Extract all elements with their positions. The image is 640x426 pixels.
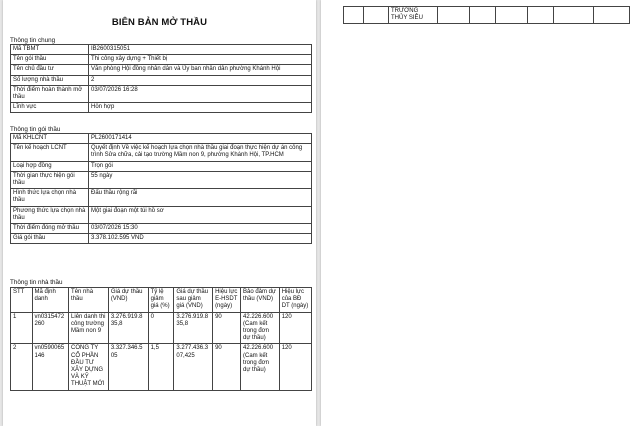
bidders-header-cell: Tên nhà thầu bbox=[69, 288, 109, 313]
general-row-field bbox=[11, 103, 312, 113]
bidder-cell: 1 bbox=[11, 312, 33, 344]
bidder-cell: 3.276.919.835,8 bbox=[174, 312, 213, 344]
package-label: Loại hợp đồng bbox=[11, 161, 89, 171]
bidders-header-cell: Giá dự thầu (VND) bbox=[108, 288, 148, 313]
bidders-table bbox=[10, 287, 312, 391]
general-row-package-name bbox=[11, 55, 312, 65]
package-section-title: Thông tin gói thầu bbox=[10, 126, 61, 133]
continuation-row bbox=[344, 7, 630, 24]
general-info-table bbox=[10, 44, 312, 113]
bidder-cell: 90 bbox=[213, 312, 241, 344]
general-label: Lĩnh vực bbox=[11, 103, 89, 113]
bidders-header-row bbox=[11, 288, 312, 313]
continuation-table bbox=[343, 6, 630, 24]
bidders-header-cell: Hiệu lực E-HSDT (ngày) bbox=[213, 288, 241, 313]
package-info-table bbox=[10, 133, 312, 244]
bidder-cell: 3.327.346.505 bbox=[108, 344, 148, 390]
bidder-cell: 0 bbox=[148, 312, 174, 344]
package-row-contract-type bbox=[11, 161, 312, 171]
bidder-cell: 1,5 bbox=[148, 344, 174, 390]
package-value: 55 ngày bbox=[89, 171, 312, 188]
continuation-cell bbox=[528, 7, 554, 24]
continuation-cell bbox=[364, 7, 389, 24]
general-label: Mã TBMT bbox=[11, 45, 89, 55]
bidder-cell: 42.226.600 (Cam kết trong đơn dự thầu) bbox=[241, 344, 280, 390]
general-section-title: Thông tin chung bbox=[10, 37, 56, 44]
document-page-1 bbox=[3, 0, 316, 426]
continuation-cell bbox=[470, 7, 496, 24]
package-row-closing-time bbox=[11, 224, 312, 234]
general-row-tbmt bbox=[11, 45, 312, 55]
general-label: Tên chủ đầu tư bbox=[11, 65, 89, 75]
bidders-section-title: Thông tin nhà thầu bbox=[10, 279, 63, 286]
bidder-cell: 3.276.919.835,8 bbox=[108, 312, 148, 344]
package-label: Mã KHLCNT bbox=[11, 134, 89, 144]
package-row-plan-name bbox=[11, 144, 312, 161]
continuation-cell bbox=[554, 7, 594, 24]
package-value: Quyết định Về việc kế hoạch lựa chọn nhà thầu giai đoạn thực hiện dự án công trình Sửa chữa, cải tạo trường Mầm non 9, phường Khánh Hội, TP.HCM bbox=[89, 144, 312, 161]
package-row-khlcnt bbox=[11, 134, 312, 144]
bidders-header-cell: Hiệu lực của BĐ DT (ngày) bbox=[279, 288, 311, 313]
document-page-2 bbox=[321, 0, 640, 426]
package-row-price bbox=[11, 234, 312, 244]
package-value: 03/07/2026 15:30 bbox=[89, 224, 312, 234]
package-label: Thời gian thực hiện gói thầu bbox=[11, 171, 89, 188]
bidders-header-cell: Bảo đảm dự thầu (VND) bbox=[241, 288, 280, 313]
general-value: Thi công xây dựng + Thiết bị bbox=[89, 55, 312, 65]
bidders-header-cell: Giá dự thầu sau giảm giá (VND) bbox=[174, 288, 213, 313]
continuation-cell bbox=[496, 7, 528, 24]
bidder-row bbox=[11, 312, 312, 344]
general-label: Tên gói thầu bbox=[11, 55, 89, 65]
package-label: Giá gói thầu bbox=[11, 234, 89, 244]
bidder-cell: vn0590065146 bbox=[32, 344, 69, 390]
package-row-selection-method bbox=[11, 206, 312, 223]
package-value: 3.378.102.595 VND bbox=[89, 234, 312, 244]
general-value: IB2600315051 bbox=[89, 45, 312, 55]
package-value: Một giai đoạn một túi hồ sơ bbox=[89, 206, 312, 223]
package-label: Thời điểm đóng mở thầu bbox=[11, 224, 89, 234]
continuation-cell bbox=[344, 7, 364, 24]
bidder-cell: 2 bbox=[11, 344, 33, 390]
bidder-cell: Liên danh thi công trường Mầm non 9 bbox=[69, 312, 109, 344]
general-value: Hỗn hợp bbox=[89, 103, 312, 113]
bidders-header-cell: STT bbox=[11, 288, 33, 313]
general-row-bidder-count bbox=[11, 75, 312, 85]
bidder-cell: 42.226.600 (Cam kết trong đơn dự thầu) bbox=[241, 312, 280, 344]
bidder-cell: 120 bbox=[279, 312, 311, 344]
package-row-selection-form bbox=[11, 189, 312, 206]
general-value: 03/07/2026 16:28 bbox=[89, 85, 312, 102]
general-label: Thời điểm hoàn thành mở thầu bbox=[11, 85, 89, 102]
bidder-row bbox=[11, 344, 312, 390]
continuation-cell bbox=[438, 7, 470, 24]
bidders-header-cell: Mã định danh bbox=[32, 288, 69, 313]
package-label: Phương thức lựa chọn nhà thầu bbox=[11, 206, 89, 223]
bidder-cell: 90 bbox=[213, 344, 241, 390]
package-value: PL2600171414 bbox=[89, 134, 312, 144]
bidder-cell: CÔNG TY CỔ PHẦN ĐẦU TƯ XÂY DỰNG VÀ KỸ THUẬT MỚI bbox=[69, 344, 109, 390]
continuation-cell bbox=[594, 7, 630, 24]
bidders-header-cell: Tỷ lệ giảm giá (%) bbox=[148, 288, 174, 313]
bidder-cell: 3.277.436.307,425 bbox=[174, 344, 213, 390]
general-label: Số lượng nhà thầu bbox=[11, 75, 89, 85]
bidder-cell: 120 bbox=[279, 344, 311, 390]
general-row-opening-time bbox=[11, 85, 312, 102]
package-row-duration bbox=[11, 171, 312, 188]
package-label: Tên kế hoạch LCNT bbox=[11, 144, 89, 161]
bidder-cell: vn0315472260 bbox=[32, 312, 69, 344]
general-value: Văn phòng Hội đồng nhân dân và Ủy ban nhân dân phường Khánh Hội bbox=[89, 65, 312, 75]
package-value: Đấu thầu rộng rãi bbox=[89, 189, 312, 206]
package-value: Trọn gói bbox=[89, 161, 312, 171]
general-value: 2 bbox=[89, 75, 312, 85]
package-label: Hình thức lựa chọn nhà thầu bbox=[11, 189, 89, 206]
continuation-cell: TRƯỜNG THỦY SIÊU bbox=[389, 7, 438, 24]
document-title: BIÊN BẢN MỞ THẦU bbox=[111, 17, 208, 28]
general-row-investor bbox=[11, 65, 312, 75]
